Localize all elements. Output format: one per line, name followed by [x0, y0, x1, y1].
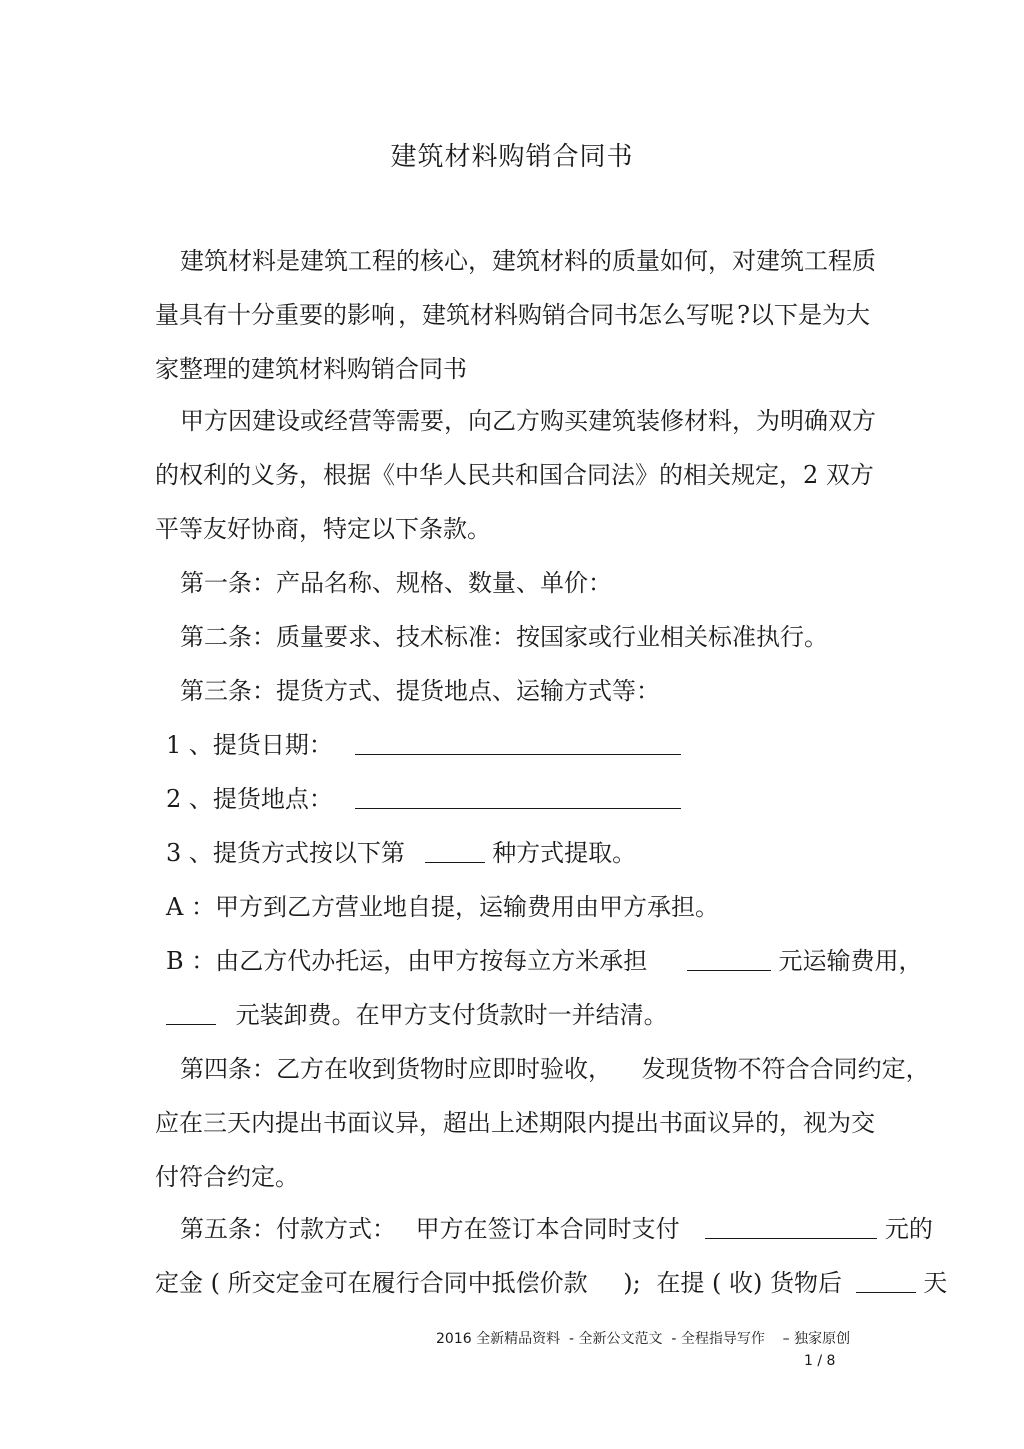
preamble-text: 甲方因建设或经营等需要， [180, 407, 468, 435]
handling-fee-blank[interactable] [166, 1000, 216, 1025]
intro-line-1 [180, 244, 876, 278]
intro-line-3 [155, 352, 870, 386]
pickup-date-blank[interactable] [355, 730, 681, 755]
article-5-line-2 [155, 1266, 948, 1300]
page-number: 1 / 8 [804, 1353, 836, 1369]
article-text: 甲方在签订本合同时支付 [415, 1215, 680, 1243]
intro-text: ，建筑材料购销合同书怎么写呢 [398, 301, 735, 329]
days-blank[interactable] [856, 1268, 916, 1293]
preamble-line-2 [155, 458, 874, 492]
intro-text: ，建筑材料的质量如何 [468, 247, 708, 275]
item-label: 2 、提货地点： [166, 785, 333, 813]
option-text: 元装卸费。在甲方支付货款时一并结清。 [235, 1001, 668, 1029]
option-b-line-1 [166, 944, 923, 978]
preamble-text: 的权利的义务，根据《中华人民共和国合同法》的相关规定， [155, 461, 803, 489]
intro-text: 建筑材料是建筑工程的核心 [180, 247, 468, 275]
document-title: 建筑材料购销合同书 [390, 142, 634, 172]
intro-text: ?以下是为大 [737, 301, 870, 329]
article-4-line-2 [155, 1106, 875, 1140]
item-text: 种方式提取。 [492, 839, 637, 867]
page-footer: 2016 全新精品资料 - 全新公文范文 - 全程指导写作 – 独家原创 [436, 1331, 851, 1347]
article-text: 第三条：提货方式、提货地点、运输方式等： [180, 677, 660, 705]
article-text: 第二条：质量要求、技术标准：按国家或行业相关标准执行。 [180, 623, 828, 651]
article-text: 元的 [884, 1215, 933, 1243]
item-label: 3 、提货方式按以下第 [166, 839, 405, 867]
intro-line-2 [155, 298, 870, 332]
deposit-amount-blank[interactable] [705, 1214, 877, 1239]
article-text: ); [623, 1269, 641, 1297]
article-text: 天 [923, 1269, 948, 1297]
article-text: 第四条：乙方在收到货物时应即时验收， [180, 1055, 612, 1083]
intro-text: 量具有十分重要的影响 [155, 301, 395, 329]
option-a [166, 890, 870, 924]
article-text: 视为交 [803, 1109, 875, 1137]
article-text: 付符合约定。 [155, 1163, 299, 1191]
option-text: 元运输费用， [778, 947, 923, 975]
article-text: 应在三天内提出书面议异， [155, 1109, 443, 1137]
preamble-text: 2 双方 [803, 461, 874, 489]
article-1 [180, 566, 870, 600]
pickup-location-blank[interactable] [355, 784, 681, 809]
preamble-text: 向乙方购买建筑装修材料， [468, 407, 756, 435]
article-5-line-1 [180, 1212, 933, 1246]
item-pickup-location [166, 782, 870, 816]
option-b-line-2 [166, 998, 870, 1032]
method-number-blank[interactable] [425, 838, 485, 863]
article-text: 在提 ( 收) 货物后 [656, 1269, 842, 1297]
option-text: A ：甲方到乙方营业地自提，运输费用由甲方承担。 [166, 893, 719, 921]
article-3 [180, 674, 870, 708]
item-pickup-method [166, 836, 870, 870]
preamble-line-1 [180, 404, 876, 438]
item-pickup-date [166, 728, 870, 762]
intro-text: ，对建筑工程质 [708, 247, 876, 275]
item-label: 1 、提货日期： [166, 731, 333, 759]
article-text: 第一条：产品名称、规格、数量、单价： [180, 569, 612, 597]
freight-cost-blank[interactable] [687, 946, 771, 971]
intro-text: 家整理的建筑材料购销合同书 [155, 355, 467, 383]
article-4-line-1 [180, 1052, 930, 1086]
preamble-text: 为明确双方 [756, 407, 876, 435]
article-text: 发现货物不符合合同约定， [641, 1055, 930, 1083]
article-text: 超出上述期限内提出书面议异的， [443, 1109, 803, 1137]
preamble-text: 平等友好协商，特定以下条款。 [155, 515, 491, 543]
option-text: B ：由乙方代办托运，由甲方按每立方米承担 [166, 947, 648, 975]
article-text: 第五条：付款方式： [180, 1215, 396, 1243]
article-2 [180, 620, 870, 654]
preamble-line-3 [155, 512, 870, 546]
article-4-line-3 [155, 1160, 870, 1194]
article-text: 定金 ( 所交定金可在履行合同中抵偿价款 [155, 1269, 588, 1297]
